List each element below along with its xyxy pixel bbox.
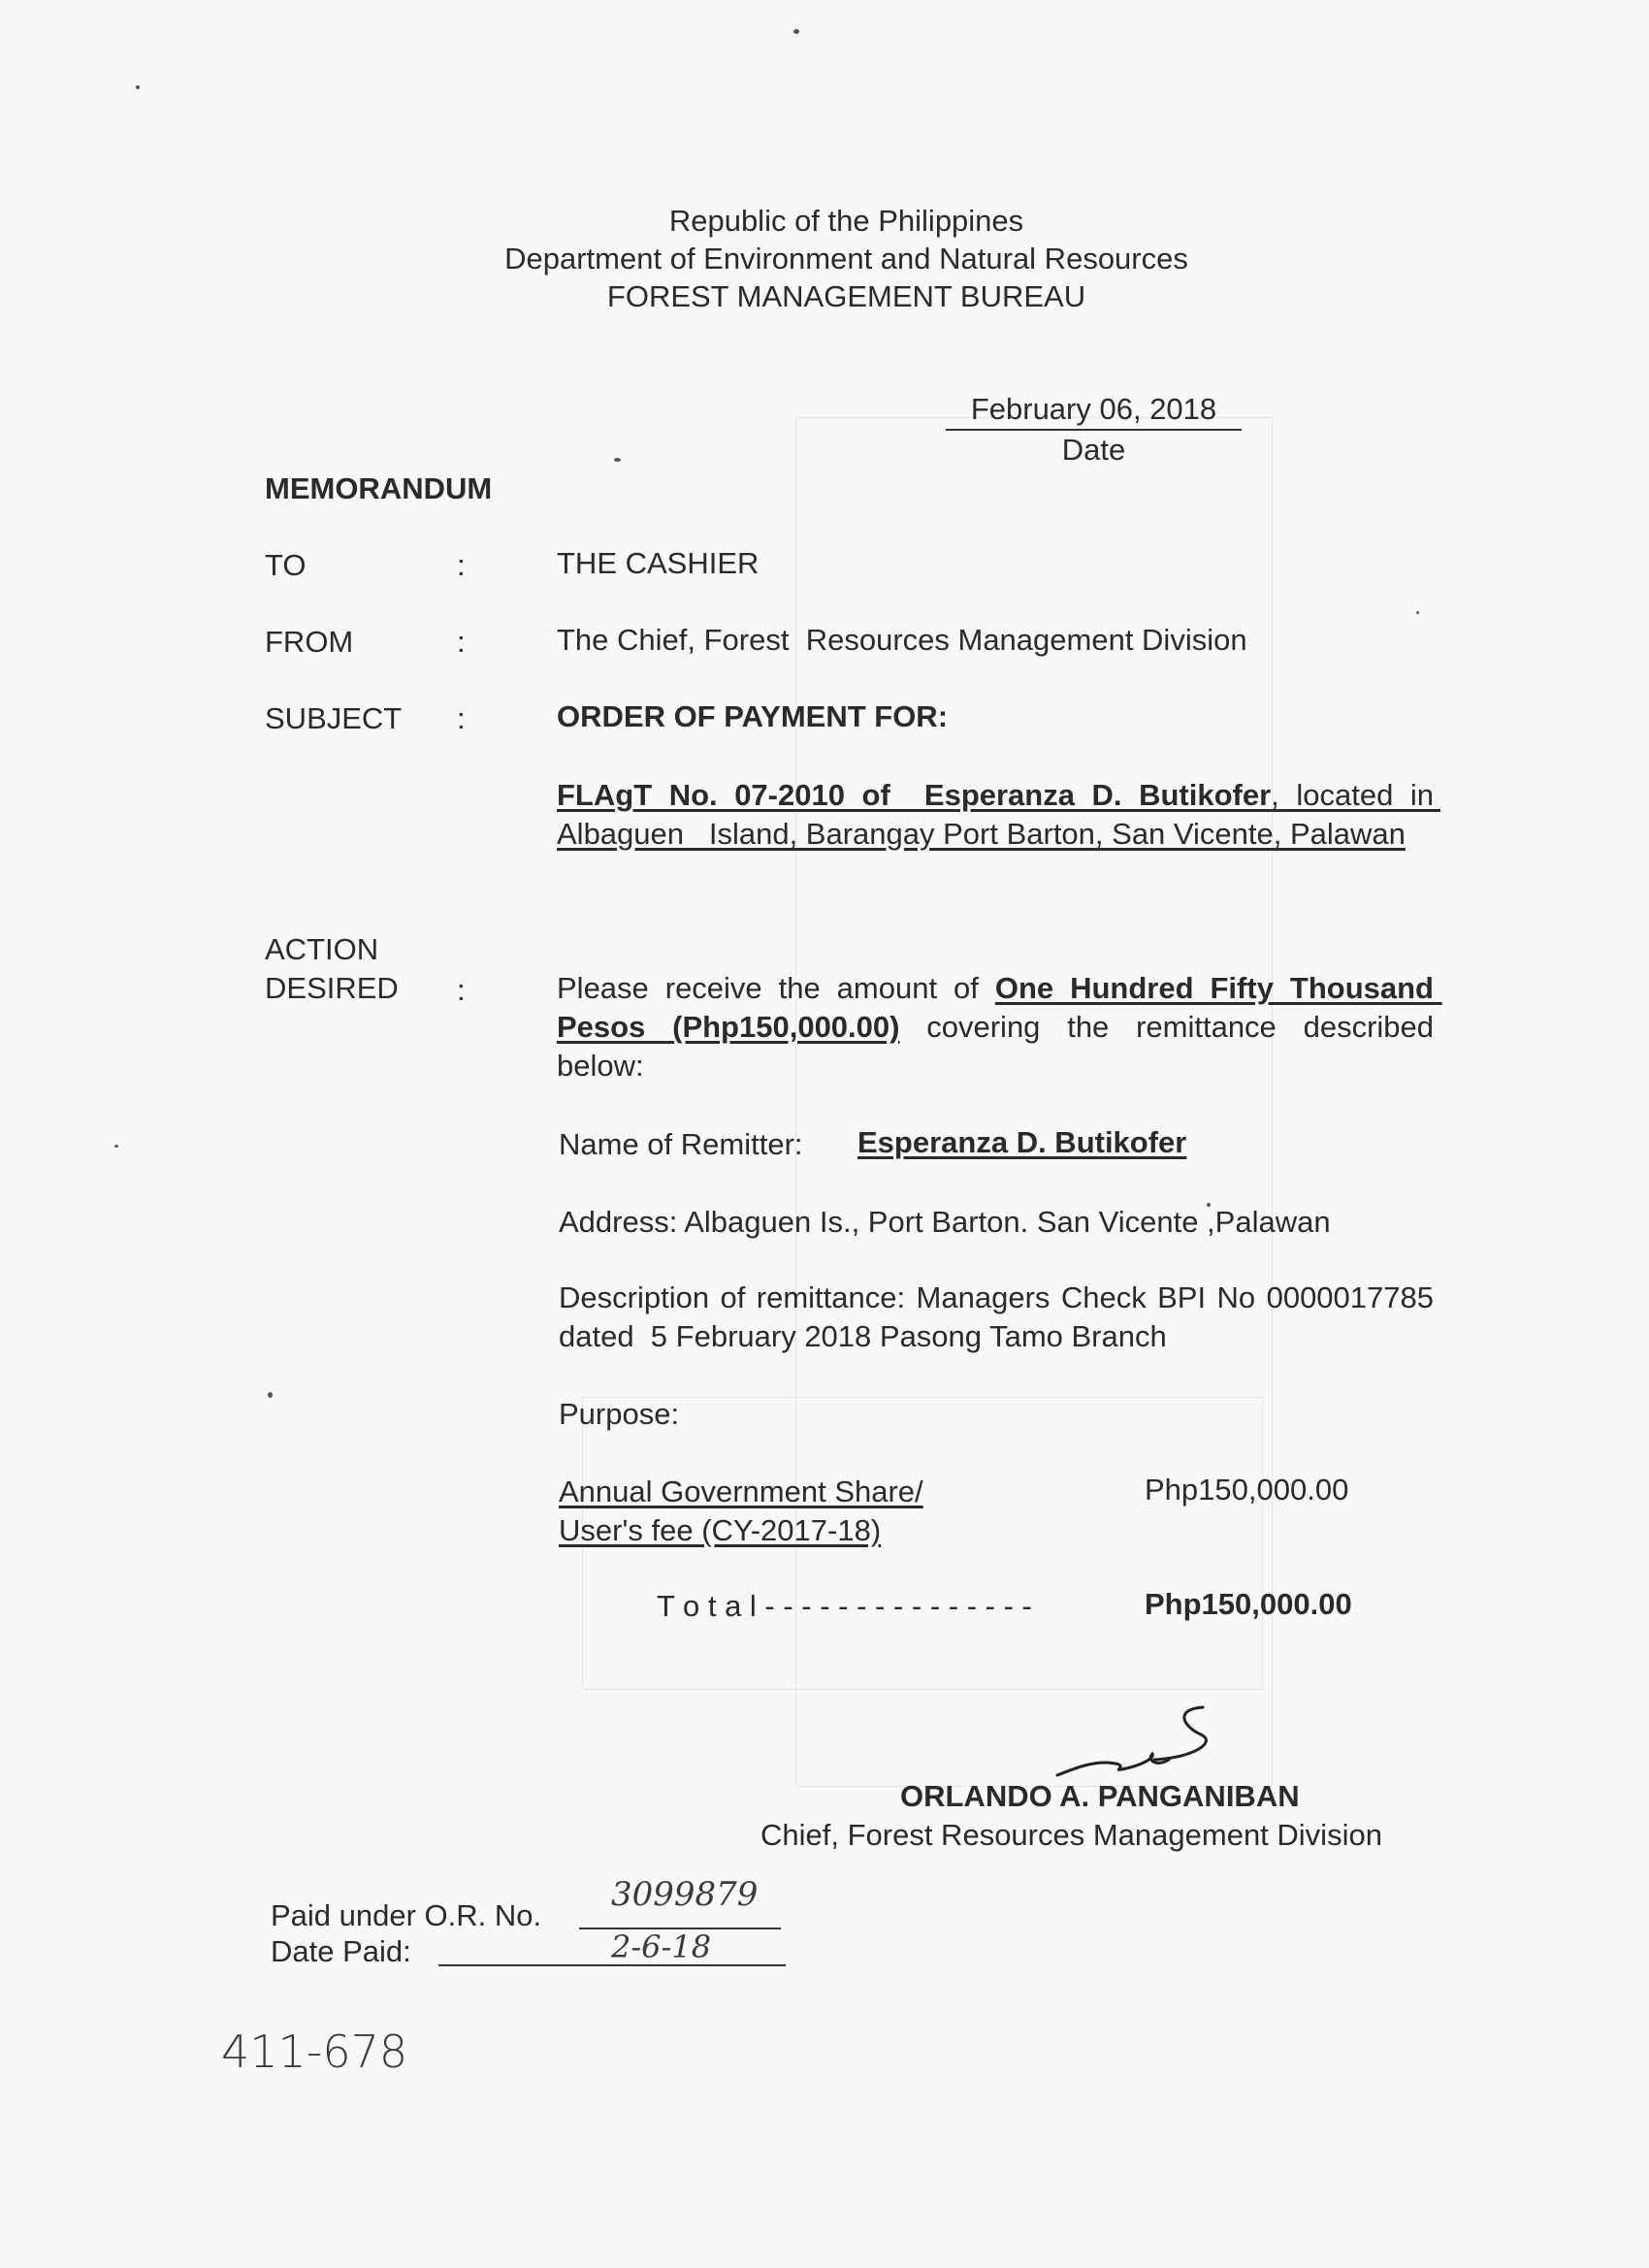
total-label: T o t a l - - - - - - - - - - - - - - - [657,1589,1032,1623]
scan-speck [793,29,799,34]
date-value: February 06, 2018 [946,390,1242,431]
scan-speck [268,1392,273,1398]
scan-speck [614,458,621,462]
subject-flagt: FLAgT No. 07-2010 of Esperanza D. Butikofer [557,778,1272,812]
date-label: Date [1061,433,1126,467]
from-value: The Chief, Forest Resources Management Division [557,623,1247,657]
purpose-amount: Php150,000.00 [1145,1473,1349,1507]
purpose-item [559,1473,923,1550]
subject-detail [557,776,1440,854]
remitter-name: Esperanza D. Butikofer [857,1125,1187,1159]
purpose-item-line1: Annual Government Share/ [559,1474,923,1508]
date-paid-label: Date Paid: [271,1934,411,1968]
action-label-1: ACTION [265,932,379,966]
purpose-item-line2: User's fee (CY-2017-18) [559,1513,882,1547]
from-colon: : [457,625,466,659]
subject-value: ORDER OF PAYMENT FOR: [557,699,949,733]
header-republic: Republic of the Philippines [668,204,1024,238]
subject-label: SUBJECT [265,701,403,735]
remittance-description: Description of remittance: Managers Check BPI No 0000017785 dated 5 February 2018 Pasong Tamo Branch [559,1280,1451,1353]
signatory-name: ORLANDO A. PANGANIBAN [900,1779,1300,1813]
signatory-title: Chief, Forest Resources Management Division [760,1818,1382,1852]
date-paid-value: 2-6-18 [611,1928,712,1965]
to-colon: : [457,548,466,582]
action-colon: : [457,973,466,1007]
action-amount: One Hundred Fifty Thousand Pesos (Php150,000.00) [557,971,1442,1044]
scan-speck [114,1145,118,1148]
to-value: THE CASHIER [557,546,760,580]
purpose-label: Purpose: [559,1397,680,1431]
scan-speck [1416,611,1419,614]
scan-speck [136,85,140,89]
header-bureau: FOREST MANAGEMENT BUREAU [606,279,1086,313]
header-department: Department of Environment and Natural Resources [504,242,1188,275]
total-amount: Php150,000.00 [1145,1587,1352,1621]
action-label-2: DESIRED [265,971,399,1005]
action-pre: Please receive the amount of [557,971,995,1005]
remitter-address: Address: Albaguen Is., Port Barton. San Vicente ,Palawan [559,1205,1331,1239]
to-label: TO [265,548,307,582]
signature-icon [1038,1700,1222,1787]
remitter-label: Name of Remitter: [559,1127,803,1161]
handwritten-note: 411-678 [221,2025,408,2078]
or-label: Paid under O.R. No. [271,1898,542,1932]
subject-location: , located in Albaguen Island, Barangay Port Barton, San Vicente, Palawan [557,778,1440,851]
memo-title: MEMORANDUM [265,471,493,505]
from-label: FROM [265,625,354,659]
date-block [946,390,1242,469]
action-post: covering the remittance described below: [557,1010,1442,1083]
or-number: 3099879 [611,1875,759,1914]
action-text [557,969,1442,1085]
subject-colon: : [457,701,466,735]
